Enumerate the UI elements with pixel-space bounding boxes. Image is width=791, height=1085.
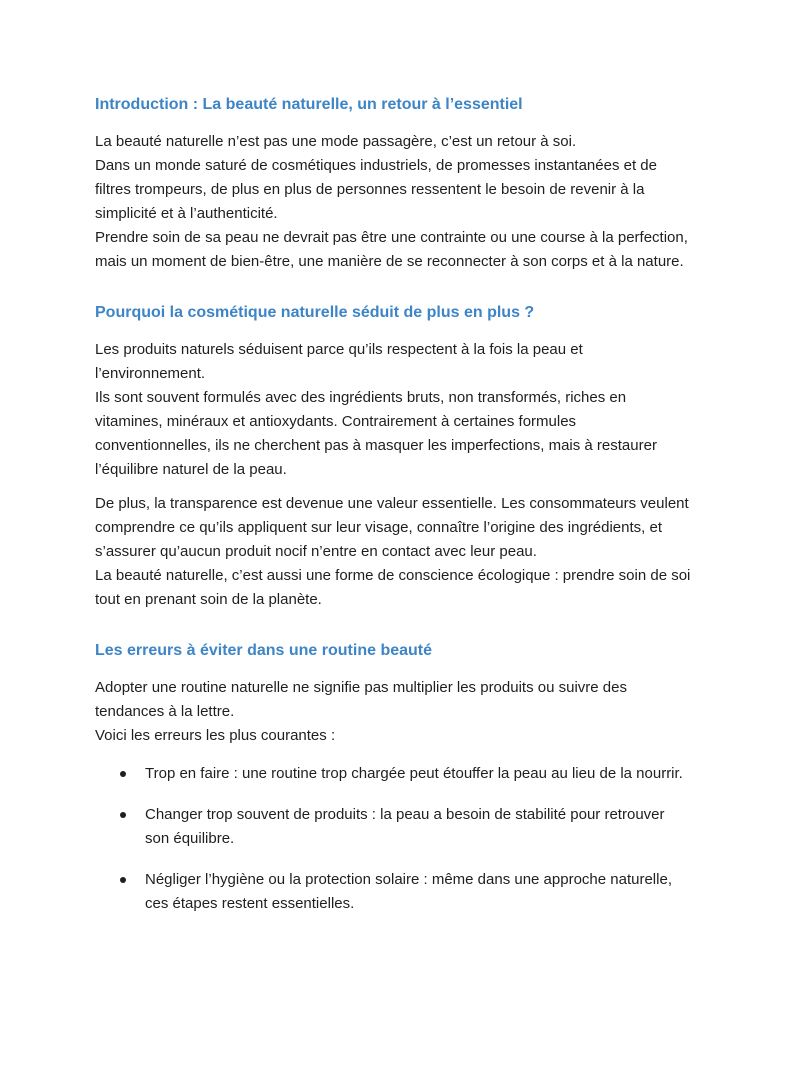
text-line: Adopter une routine naturelle ne signifie pas multiplier les produits ou suivre des tendances à la lettre. bbox=[95, 679, 627, 720]
list-item bbox=[145, 762, 685, 786]
section-heading: Pourquoi la cosmétique naturelle séduit de plus en plus ? bbox=[95, 304, 535, 321]
text-line: Prendre soin de sa peau ne devrait pas être une contrainte ou une course à la perfection, mais un moment de bien-être, une manière de se reconnecter à son corps et à la nature. bbox=[95, 229, 688, 270]
section-heading: Introduction : La beauté naturelle, un retour à l’essentiel bbox=[95, 96, 523, 113]
text-line: La beauté naturelle, c’est aussi une forme de conscience écologique : prendre soin de soi tout en prenant soin de la planète. bbox=[95, 567, 691, 608]
list-item-text: Négliger l’hygiène ou la protection solaire : même dans une approche naturelle, ces étapes restent essentielles. bbox=[145, 871, 672, 912]
text-line: Dans un monde saturé de cosmétiques industriels, de promesses instantanées et de filtres trompeurs, de plus en plus de personnes ressentent le besoin de revenir à la simplicité et à l’authenticité. bbox=[95, 157, 657, 222]
bullet-icon bbox=[120, 877, 126, 883]
bullet-list bbox=[95, 762, 695, 916]
section-heading: Les erreurs à éviter dans une routine beauté bbox=[95, 642, 433, 659]
paragraph bbox=[95, 492, 695, 612]
section-erreurs bbox=[95, 640, 695, 916]
text-line: De plus, la transparence est devenue une valeur essentielle. Les consommateurs veulent comprendre ce qu’ils appliquent sur leur visage, connaître l’origine des ingrédients, et s’assurer qu’aucun produit nocif n’entre en contact avec leur peau. bbox=[95, 495, 689, 560]
bullet-icon bbox=[120, 812, 126, 818]
text-line: Voici les erreurs les plus courantes : bbox=[95, 727, 336, 744]
bullet-icon bbox=[120, 771, 126, 777]
paragraph bbox=[95, 338, 695, 482]
section-introduction bbox=[95, 94, 695, 274]
list-item-text: Changer trop souvent de produits : la peau a besoin de stabilité pour retrouver son équilibre. bbox=[145, 806, 665, 847]
paragraph bbox=[95, 676, 695, 748]
list-item-text: Trop en faire : une routine trop chargée peut étouffer la peau au lieu de la nourrir. bbox=[145, 765, 683, 782]
text-line: Ils sont souvent formulés avec des ingrédients bruts, non transformés, riches en vitamines, minéraux et antioxydants. Contrairement à certaines formules conventionnelles, ils ne cherchent pas à masquer les imperfections, mais à restaurer l’équilibre naturel de la peau. bbox=[95, 389, 657, 478]
document-content bbox=[95, 94, 695, 916]
section-pourquoi bbox=[95, 302, 695, 612]
text-line: La beauté naturelle n’est pas une mode passagère, c’est un retour à soi. bbox=[95, 133, 577, 150]
paragraph bbox=[95, 130, 695, 274]
list-item bbox=[145, 803, 685, 851]
text-line: Les produits naturels séduisent parce qu’ils respectent à la fois la peau et l’environnement. bbox=[95, 341, 583, 382]
list-item bbox=[145, 868, 685, 916]
